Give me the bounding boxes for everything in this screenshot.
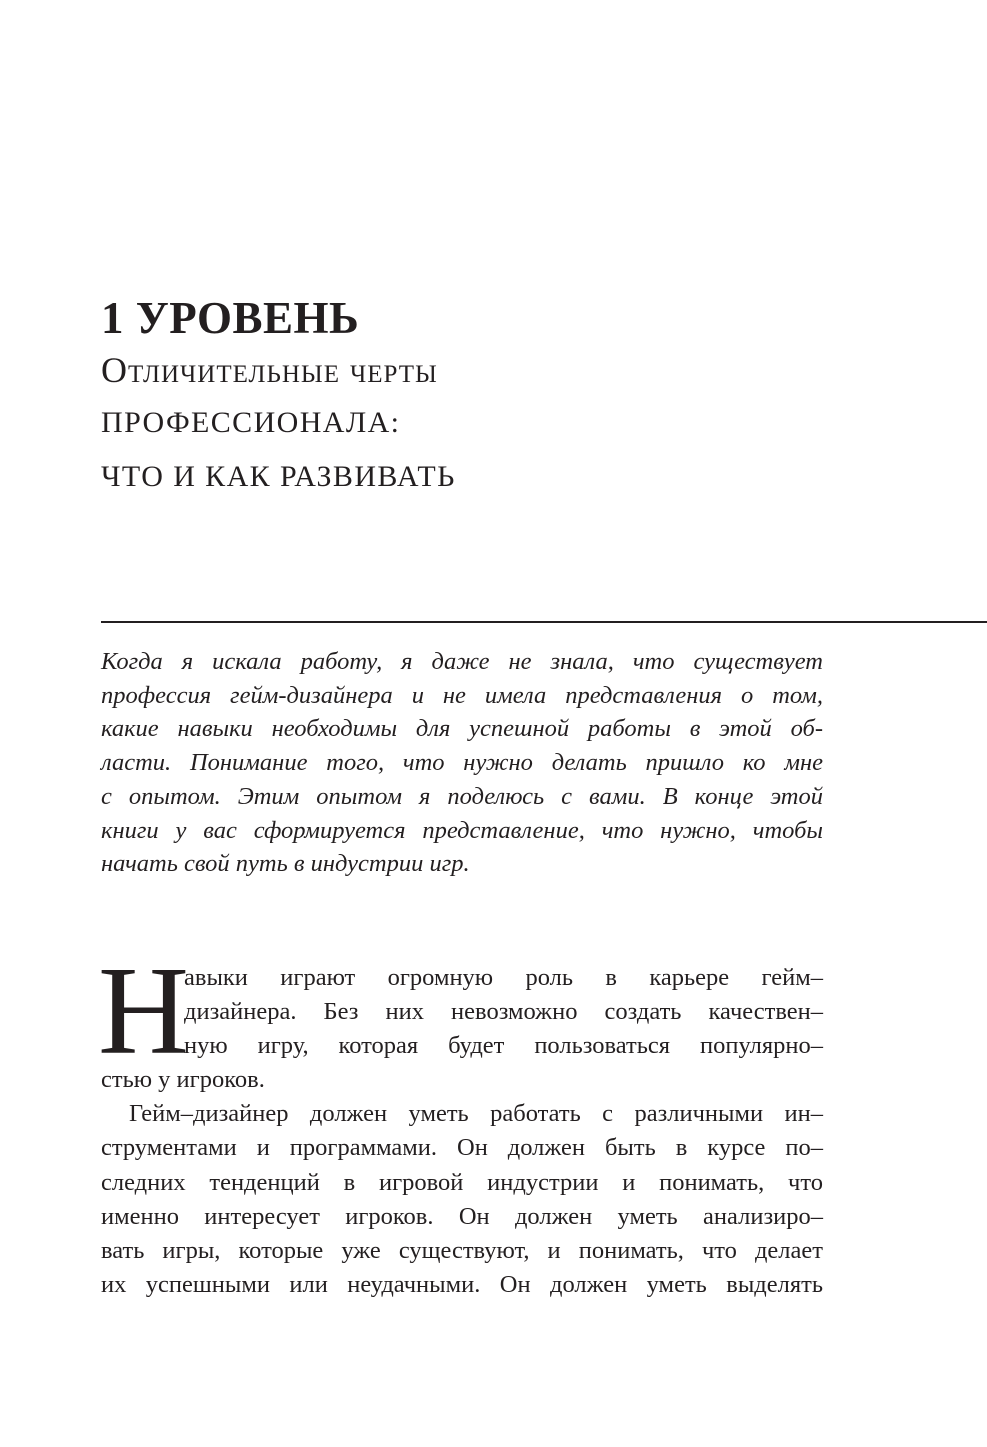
chapter-title: [101, 344, 961, 504]
body-line: именно интересует игроков. Он должен уметь анализиро–: [101, 1202, 823, 1230]
section-divider: [101, 621, 987, 623]
chapter-number: 1 УРОВЕНЬ: [101, 293, 360, 343]
body-line: авыки играют огромную роль в карьере гейм–: [184, 964, 823, 991]
drop-cap: Н: [98, 942, 189, 1081]
body-line: струментами и программами. Он должен быть в курсе по–: [101, 1134, 823, 1162]
chapter-title-line-1: Отличительные черты: [101, 350, 438, 390]
body-line: дизайнера. Без них невозможно создать качествен–: [184, 998, 823, 1026]
epigraph-line: с опытом. Этим опытом я поделюсь с вами. В конце этой: [101, 782, 823, 810]
body-line: стью у игроков.: [101, 1066, 265, 1093]
body-line: их успешными или неудачными. Он должен уметь выделять: [101, 1271, 823, 1299]
body-line: ную игру, которая будет пользоваться популярно–: [184, 1032, 823, 1060]
drop-cap-lines: [184, 961, 823, 1064]
chapter-title-line-3: ЧТО И КАК РАЗВИВАТЬ: [101, 460, 456, 493]
epigraph-line: ласти. Понимание того, что нужно делать пришло ко мне: [101, 749, 823, 777]
body-line: следних тенденций в игровой индустрии и понимать, что: [101, 1168, 823, 1196]
epigraph-line: начать свой путь в индустрии игр.: [101, 850, 470, 878]
chapter-title-line-2: ПРОФЕССИОНАЛА:: [101, 406, 401, 439]
chapter-heading: [101, 292, 961, 504]
body-line: Гейм–дизайнер должен уметь работать с различными ин–: [129, 1100, 823, 1128]
epigraph: [101, 645, 823, 881]
epigraph-line: книги у вас сформируется представление, что нужно, чтобы: [101, 816, 823, 844]
body-text: [98, 942, 823, 1302]
epigraph-line: Когда я искала работу, я даже не знала, что существует: [101, 648, 823, 675]
epigraph-line: профессия гейм-дизайнера и не имела представления о том,: [101, 681, 823, 709]
epigraph-line: какие навыки необходимы для успешной работы в этой об-: [101, 715, 823, 743]
body-line: вать игры, которые уже существуют, и понимать, что делает: [101, 1237, 823, 1265]
